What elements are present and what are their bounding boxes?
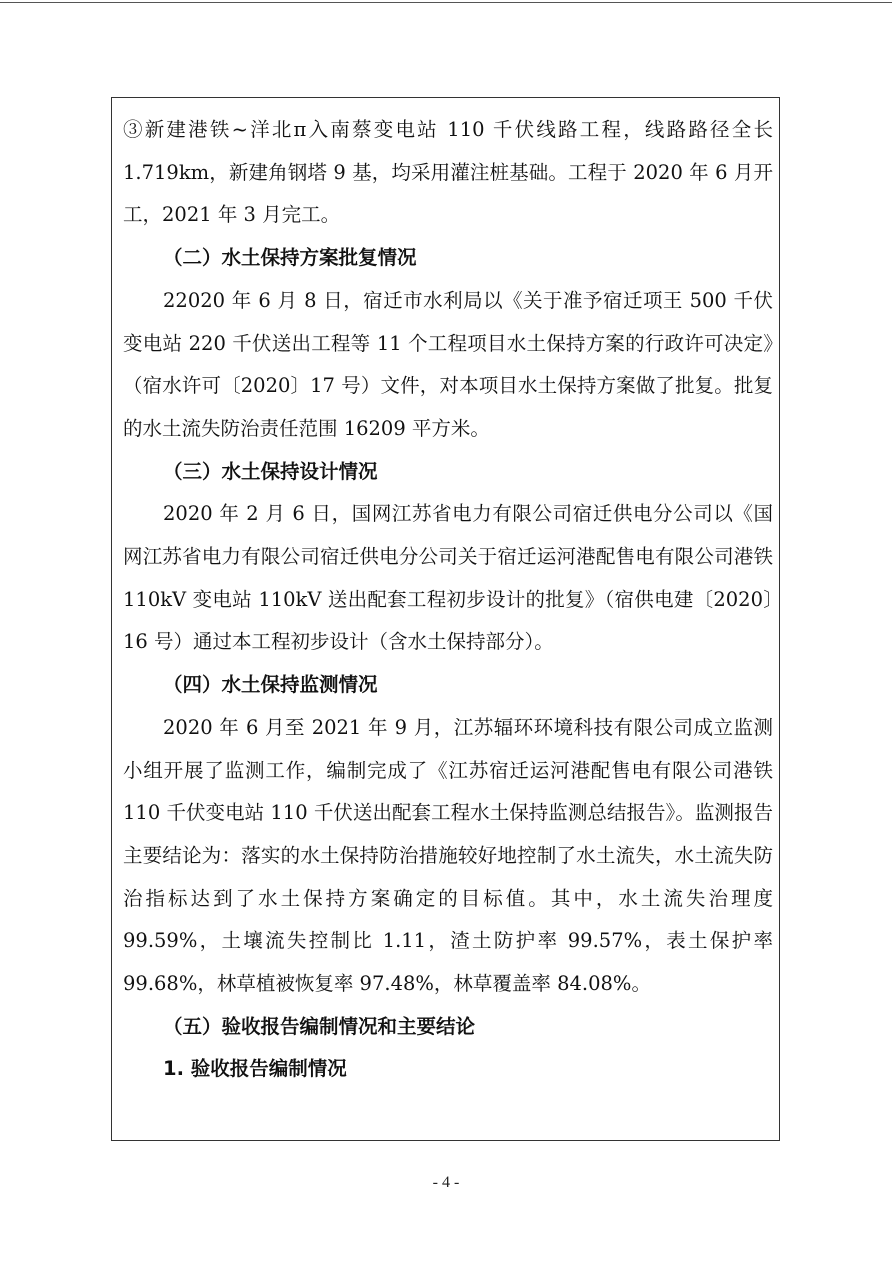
heading-acceptance-report: （五）验收报告编制情况和主要结论 (163, 1014, 476, 1038)
heading-plan-approval: （二）水土保持方案批复情况 (163, 246, 417, 270)
paragraph-monitoring: 2020 年 6 月至 2021 年 9 月，江苏辐环环境科技有限公司成立监测小组开展了监测工作，编制完成了《江苏宿迁运河港配售电有限公司港铁 110 千伏变电站 110 千伏送出配套工程水土保持监测总结报告》。监测报告主要结论为：落实的水土保持防治措施较好地控制了水土流失，水土流失防治指标达到了水土保持方案确定的目标值。其中，水土流失治理度 99.59%，土壤流失控制比 1.11，渣土防护率 99.57%，表土保护率 99.68%，林草植被恢复率 97.48%，林草覆盖率 84.08%。 (123, 715, 773, 996)
paragraph-line-project: ③新建港铁~洋北π入南蔡变电站 110 千伏线路工程，线路路径全长 1.719km，新建角钢塔 9 基，均采用灌注桩基础。工程于 2020 年 6 月开工，2021 年 3 月完工。 (123, 118, 773, 227)
page-number: - 4 - (432, 1174, 460, 1191)
document-body (123, 109, 773, 1091)
subheading-report-preparation: 1. 验收报告编制情况 (163, 1057, 347, 1081)
paragraph-design: 2020 年 2 月 6 日，国网江苏省电力有限公司宿迁供电分公司以《国网江苏省电力有限公司宿迁供电分公司关于宿迁运河港配售电有限公司港铁 110kV 变电站 110kV 送出配套工程初步设计的批复》（宿供电建〔2020〕16 号）通过本工程初步设计（含水土保持部分）。 (123, 502, 773, 654)
heading-monitoring: （四）水土保持监测情况 (163, 673, 378, 697)
heading-design: （三）水土保持设计情况 (163, 459, 378, 483)
top-border-line (0, 2, 892, 3)
paragraph-plan-approval: 22020 年 6 月 8 日，宿迁市水利局以《关于准予宿迁项王 500 千伏变电站 220 千伏送出工程等 11 个工程项目水土保持方案的行政许可决定》（宿水许可〔2020〕17 号）文件，对本项目水土保持方案做了批复。批复的水土流失防治责任范围 16209 平方米。 (123, 288, 773, 440)
